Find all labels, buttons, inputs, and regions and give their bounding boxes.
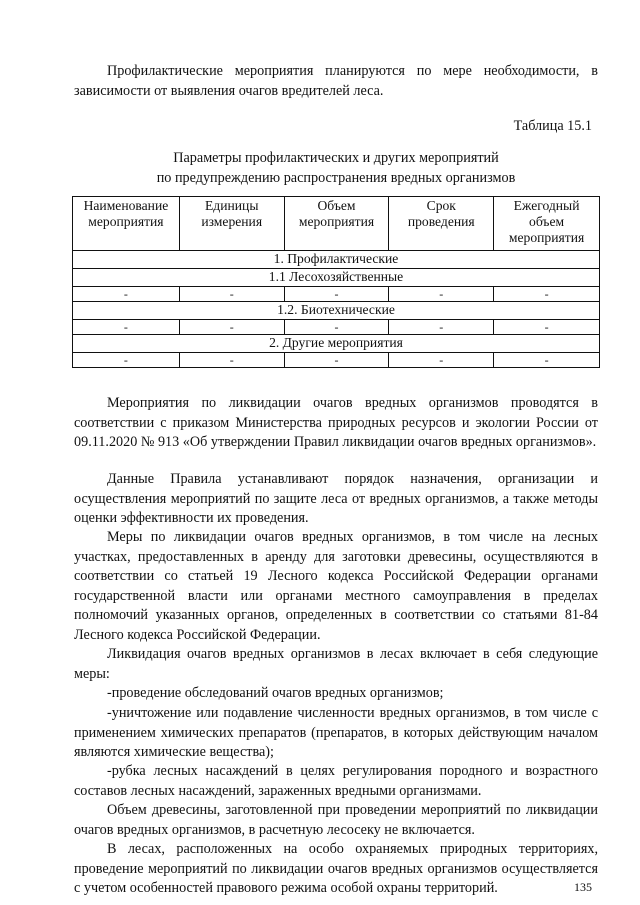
table-cell: - — [73, 287, 180, 302]
paragraph-protected-areas: В лесах, расположенных на особо охраняемых природных территориях, проведение мероприятий по ликвидации очагов вредных организмов осуществляется с учетом особенностей правового режима особой охраны территорий. — [74, 841, 598, 897]
intro-paragraph: Профилактические мероприятия планируются по мере необходимости, в зависимости от выявления очагов вредителей леса. — [74, 63, 598, 99]
section-row — [73, 335, 600, 353]
table-cell: - — [179, 320, 284, 335]
section-title: 1.2. Биотехнические — [73, 302, 600, 320]
header-annual-volume: Ежегодный объем мероприятия — [494, 197, 600, 251]
table-row — [73, 287, 600, 302]
header-units: Единицы измерения — [179, 197, 284, 251]
table-cell: - — [179, 287, 284, 302]
paragraph-order-reference: Мероприятия по ликвидации очагов вредных организмов проводятся в соответствии с приказом Министерства природных ресурсов и экологии России от 09.11.2020 № 913 «Об утверждении Правил ликвидации очагов вредных организмов». — [74, 395, 598, 451]
table-title-line-1: Параметры профилактических и других мероприятий — [173, 150, 499, 166]
page-number: 135 — [574, 880, 592, 894]
table-row — [73, 320, 600, 335]
table-cell: - — [494, 287, 600, 302]
table-cell: - — [284, 353, 389, 368]
table-label: Таблица 15.1 — [513, 118, 592, 134]
header-name: Наименование мероприятия — [73, 197, 180, 251]
table-cell: - — [73, 320, 180, 335]
section-title: 2. Другие мероприятия — [73, 335, 600, 353]
table-cell: - — [284, 287, 389, 302]
list-item-felling: -рубка лесных насаждений в целях регулирования породного и возрастного составов лесных насаждений, зараженных вредными организмами. — [74, 763, 598, 799]
table-cell: - — [179, 353, 284, 368]
table-title — [74, 149, 598, 188]
table-cell: - — [284, 320, 389, 335]
paragraph-measures-intro: Ликвидация очагов вредных организмов в лесах включает в себя следующие меры: — [74, 646, 598, 682]
table-row — [73, 353, 600, 368]
section-row — [73, 302, 600, 320]
section-row — [73, 251, 600, 269]
table-cell: - — [389, 287, 494, 302]
header-term: Срок проведения — [389, 197, 494, 251]
table-cell: - — [494, 353, 600, 368]
list-item-survey: -проведение обследований очагов вредных организмов; — [107, 685, 444, 701]
paragraph-rules-scope: Данные Правила устанавливают порядок назначения, организации и осуществления мероприятий по защите леса от вредных организмов, а также методы оценки эффективности их проведения. — [74, 471, 598, 527]
section-title: 1. Профилактические — [73, 251, 600, 269]
header-volume: Объем мероприятия — [284, 197, 389, 251]
section-row — [73, 269, 600, 287]
table-cell: - — [389, 320, 494, 335]
paragraph-wood-volume: Объем древесины, заготовленной при проведении мероприятий по ликвидации очагов вредных организмов, в расчетную лесосеку не включается. — [74, 802, 598, 838]
table-cell: - — [389, 353, 494, 368]
parameters-table — [72, 196, 600, 368]
table-cell: - — [494, 320, 600, 335]
list-item-destruction: -уничтожение или подавление численности вредных организмов, в том числе с применением химических препаратов (препаратов, в которых действующим началом являются химические вещества); — [74, 705, 598, 761]
section-title: 1.1 Лесохозяйственные — [73, 269, 600, 287]
table-cell: - — [73, 353, 180, 368]
table-title-line-2: по предупреждению распространения вредных организмов — [156, 169, 516, 186]
paragraph-measures-legal: Меры по ликвидации очагов вредных организмов, в том числе на лесных участках, предоставленных в аренду для заготовки древесины, осуществляются в соответствии со статьей 19 Лесного кодекса Российской Федерации органами государственной власти или органами местного самоуправления в пределах полномочий указанных органов, определенных в соответствии со статьями 81-84 Лесного кодекса Российской Федерации. — [74, 529, 598, 643]
table-header-row — [73, 197, 600, 251]
